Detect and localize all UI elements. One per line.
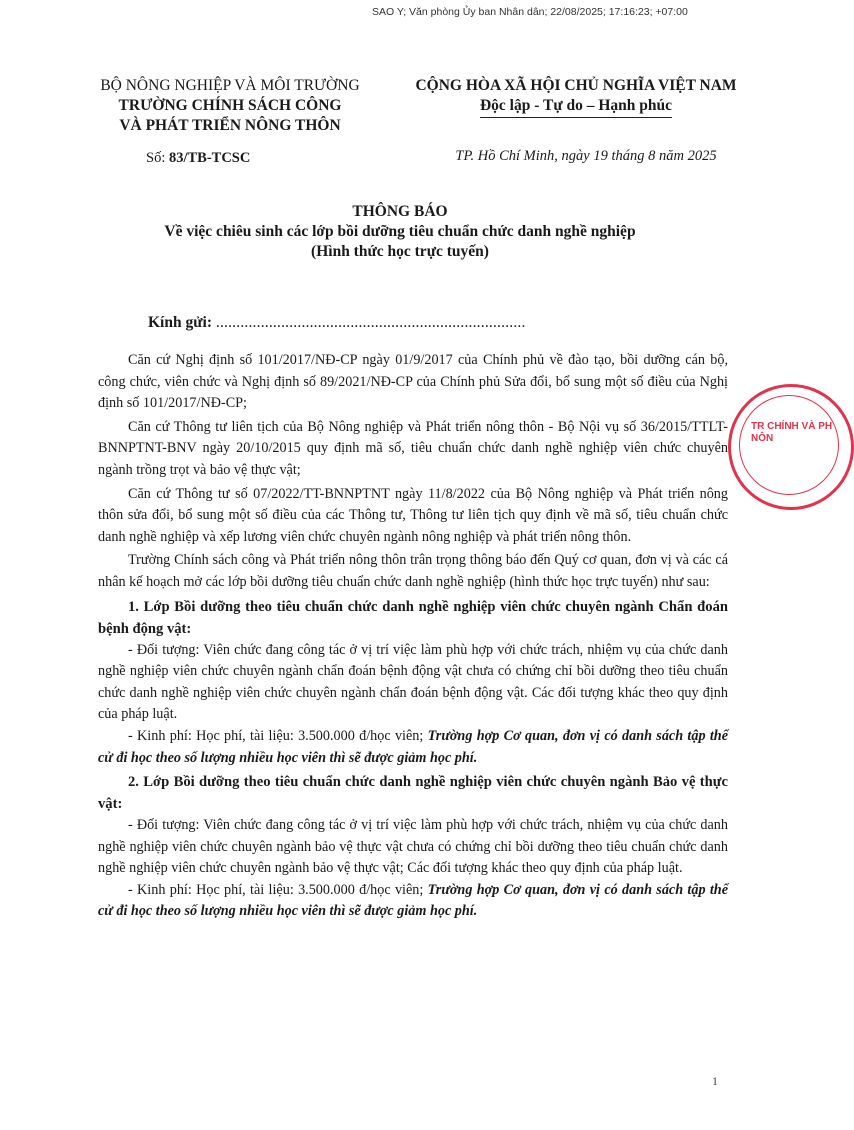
section-fee xyxy=(98,726,728,769)
section-target: - Đối tượng: Viên chức đang công tác ở vị trí việc làm phù hợp với chức trách, nhiệm vụ của chức danh nghề nghiệp viên chức chuyên ngành chẩn đoán bệnh động vật chưa có chứng chỉ bồi dưỡng theo tiêu chuẩn chức danh nghề nghiệp viên chức chuyên ngành chẩn đoán bệnh động vật. Các đối tượng khác theo quy định của pháp luật. xyxy=(98,641,728,723)
issue-date: TP. Hồ Chí Minh, ngày 19 tháng 8 năm 2025 xyxy=(455,148,717,164)
recipient-line xyxy=(148,314,526,332)
page-number: 1 xyxy=(712,1074,718,1088)
ministry-name: BỘ NÔNG NGHIỆP VÀ MÔI TRƯỜNG xyxy=(100,77,360,94)
recipient-dots: ............................................................................ xyxy=(215,314,526,331)
doc-no-label: Số: xyxy=(146,150,166,166)
school-name-line2: VÀ PHÁT TRIỂN NÔNG THÔN xyxy=(119,117,341,134)
recipient-label: Kính gửi: xyxy=(148,314,212,331)
title-subtitle: Về việc chiêu sinh các lớp bồi dưỡng tiêu chuẩn chức danh nghề nghiệp xyxy=(164,223,636,240)
legal-basis-1: Căn cứ Nghị định số 101/2017/NĐ-CP ngày 01/9/2017 của Chính phủ về đào tạo, bồi dưỡng cán bộ, công chức, viên chức và Nghị định số 89/2021/NĐ-CP của Chính phủ Sửa đổi, bổ sung một số điều của Nghị định số 101/2017/NĐ-CP; xyxy=(98,352,728,412)
issuing-organization xyxy=(70,76,390,136)
legal-basis-3: Căn cứ Thông tư số 07/2022/TT-BNNPTNT ngày 11/8/2022 của Bộ Nông nghiệp và Phát triển nông thôn sửa đổi, bổ sung một số điều của các Thông tư, Thông tư liên tịch quy định về mã số, tiêu chuẩn chức danh nghề nghiệp và xếp lương viên chức chuyên ngành nông nghiệp và phát triển nông thôn. xyxy=(98,485,728,545)
digital-copy-line: SAO Y; Văn phòng Ủy ban Nhân dân; 22/08/2025; 17:16:23; +07:00 xyxy=(372,6,688,18)
fee-note: Trường hợp Cơ quan, đơn vị có danh sách tập thể cử đi học theo số lượng nhiều học viên thì sẽ được giảm học phí. xyxy=(98,881,728,920)
national-heading xyxy=(378,76,774,118)
national-motto: Độc lập - Tự do – Hạnh phúc xyxy=(480,96,672,118)
fee-text: - Kinh phí: Học phí, tài liệu: 3.500.000 đ/học viên; xyxy=(128,881,424,898)
document-number xyxy=(146,150,250,167)
fee-note: Trường hợp Cơ quan, đơn vị có danh sách tập thể cử đi học theo số lượng nhiều học viên thì sẽ được giảm học phí. xyxy=(98,727,728,766)
document-title xyxy=(0,202,800,262)
document-body xyxy=(98,350,728,923)
announcement-intro: Trường Chính sách công và Phát triển nông thôn trân trọng thông báo đến Quý cơ quan, đơn vị và các cá nhân kế hoạch mở các lớp bồi dưỡng tiêu chuẩn chức danh nghề nghiệp (hình thức học trực tuyến) như sau: xyxy=(98,552,728,590)
section-heading: 1. Lớp Bồi dưỡng theo tiêu chuẩn chức danh nghề nghiệp viên chức chuyên ngành Chẩn đoán bệnh động vật: xyxy=(98,598,728,637)
seal-text: TR CHÍNH VÀ PH NÔN xyxy=(751,421,833,444)
title-format: (Hình thức học trực tuyến) xyxy=(311,243,489,260)
section-fee xyxy=(98,880,728,923)
legal-basis-2: Căn cứ Thông tư liên tịch của Bộ Nông nghiệp và Phát triển nông thôn - Bộ Nội vụ số 36/2015/TTLT-BNNPTNT-BNV ngày 20/10/2015 quy định mã số, tiêu chuẩn chức danh nghề nghiệp viên chức chuyên ngành trồng trọt và bảo vệ thực vật; xyxy=(98,418,728,478)
section-target: - Đối tượng: Viên chức đang công tác ở vị trí việc làm phù hợp với chức trách, nhiệm vụ của chức danh nghề nghiệp viên chức chuyên ngành bảo vệ thực vật chưa có chứng chỉ bồi dưỡng theo tiêu chuẩn chức danh nghề nghiệp viên chức chuyên ngành bảo vệ thực vật; Các đối tượng khác theo quy định của pháp luật. xyxy=(98,817,728,877)
school-name-line1: TRƯỜNG CHÍNH SÁCH CÔNG xyxy=(118,97,342,114)
official-seal xyxy=(728,384,854,510)
fee-text: - Kinh phí: Học phí, tài liệu: 3.500.000 đ/học viên; xyxy=(128,727,424,744)
country-name: CỘNG HÒA XÃ HỘI CHỦ NGHĨA VIỆT NAM xyxy=(415,77,737,94)
seal-inner-ring xyxy=(739,395,839,495)
section-heading: 2. Lớp Bồi dưỡng theo tiêu chuẩn chức danh nghề nghiệp viên chức chuyên ngành Bảo vệ thực vật: xyxy=(98,774,728,813)
title-main: THÔNG BÁO xyxy=(352,203,448,220)
doc-no-value: 83/TB-TCSC xyxy=(168,150,251,166)
